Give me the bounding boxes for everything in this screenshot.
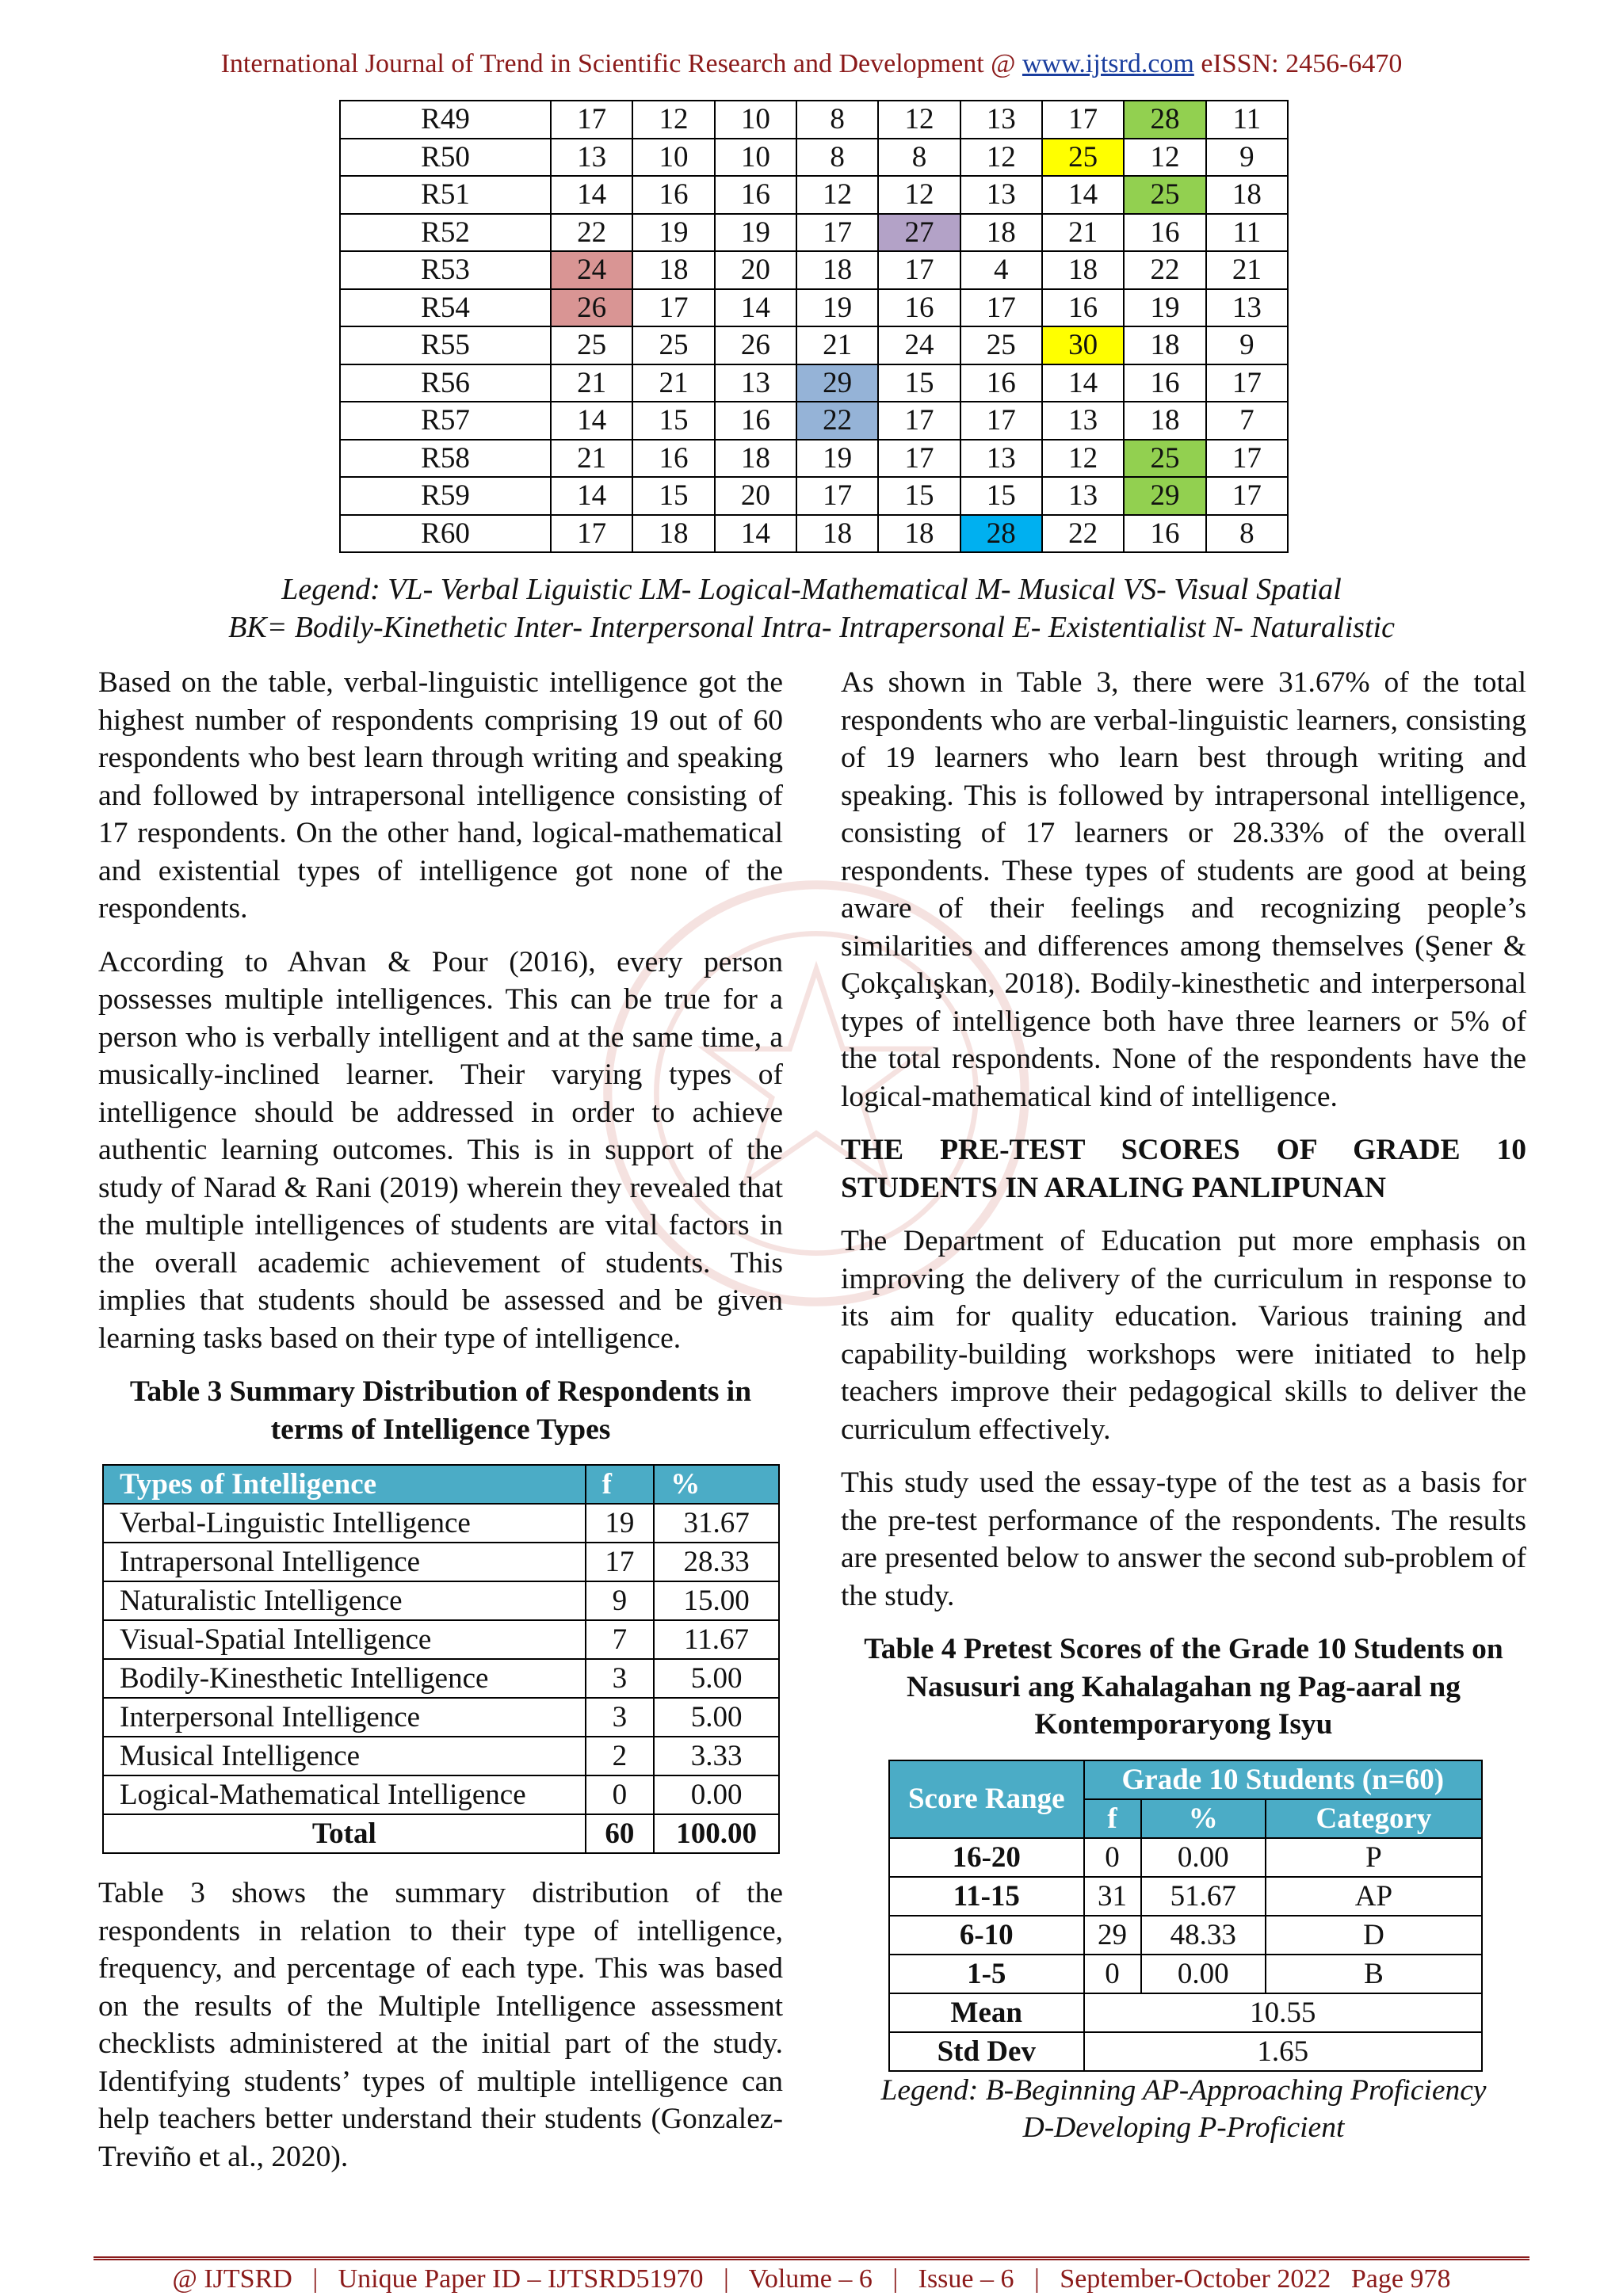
table-cell: Musical Intelligence (103, 1737, 586, 1775)
score-cell: 22 (796, 402, 878, 440)
score-cell: 26 (551, 289, 632, 327)
score-cell: 8 (1206, 515, 1288, 553)
table-row (103, 1737, 779, 1775)
score-cell: 11 (1206, 214, 1288, 252)
table-row (340, 139, 1288, 177)
page-footer: @ IJTSRD | Unique Paper ID – IJTSRD51970 | Volume – 6 | Issue – 6 | September-October 2022 Page 978 (172, 2264, 1451, 2294)
table-legend (0, 570, 1623, 646)
table-cell: B (1266, 1955, 1482, 1993)
score-cell: 21 (796, 326, 878, 364)
score-cell: 8 (796, 139, 878, 177)
table-cell: Logical-Mathematical Intelligence (103, 1775, 586, 1814)
table-cell: 15.00 (654, 1581, 779, 1620)
score-cell: 19 (715, 214, 796, 252)
table-cell: Verbal-Linguistic Intelligence (103, 1504, 586, 1543)
section-heading: THE PRE-TEST SCORES OF GRADE 10 STUDENTS IN ARALING PANLIPUNAN (841, 1134, 1526, 1204)
score-cell: 18 (960, 214, 1042, 252)
score-cell: 16 (715, 176, 796, 214)
score-cell: 21 (1042, 214, 1124, 252)
table-row (340, 440, 1288, 478)
score-cell: 17 (1206, 477, 1288, 515)
score-cell: 12 (1042, 440, 1124, 478)
score-cell: 12 (878, 176, 960, 214)
table-cell: Naturalistic Intelligence (103, 1581, 586, 1620)
table-row (340, 214, 1288, 252)
score-cell: 25 (1124, 440, 1205, 478)
respondent-id-cell: R53 (340, 251, 551, 289)
score-cell: 13 (715, 364, 796, 402)
table4-caption: Table 4 Pretest Scores of the Grade 10 Students on Nasusuri ang Kahalagahan ng Pag-aaral ng Kontemporaryong Isyu (864, 1633, 1503, 1741)
score-cell: 14 (551, 477, 632, 515)
table4-header: Score Range (889, 1760, 1084, 1838)
respondent-id-cell: R59 (340, 477, 551, 515)
table-cell: P (1266, 1838, 1482, 1877)
score-cell: 19 (1124, 289, 1205, 327)
score-cell: 16 (632, 440, 714, 478)
respondent-id-cell: R50 (340, 139, 551, 177)
table-row (340, 515, 1288, 553)
journal-issn: eISSN: 2456-6470 (1193, 49, 1403, 78)
table-row (103, 1620, 779, 1659)
table-cell: 48.33 (1141, 1916, 1266, 1955)
respondent-id-cell: R51 (340, 176, 551, 214)
score-cell: 14 (715, 289, 796, 327)
score-cell: 18 (1124, 402, 1205, 440)
table-cell: 1.65 (1084, 2032, 1482, 2071)
table-cell: Visual-Spatial Intelligence (103, 1620, 586, 1659)
table-cell: 60 (586, 1814, 655, 1853)
score-cell: 12 (796, 176, 878, 214)
score-cell: 24 (878, 326, 960, 364)
journal-link[interactable]: www.ijtsrd.com (1022, 49, 1194, 78)
table-row (340, 101, 1288, 139)
score-cell: 30 (1042, 326, 1124, 364)
score-cell: 15 (632, 477, 714, 515)
paragraph: Table 3 shows the summary distribution of the respondents in relation to their type of intelligence, frequency, and percentage of each type. This was based on the results of the Multiple Intelligence assessment checklists administered at the initial part of the study. Identifying students’ types of multiple intelligence can help teachers better understand their students (Gonzalez-Treviño et al., 2020). (98, 1877, 783, 2173)
journal-title: International Journal of Trend in Scientific Research and Development @ (220, 49, 1022, 78)
table-row (340, 251, 1288, 289)
table-cell: 16-20 (889, 1838, 1084, 1877)
table-cell: 0 (586, 1775, 655, 1814)
score-cell: 17 (1206, 364, 1288, 402)
score-cell: 18 (632, 515, 714, 553)
score-cell: 28 (1124, 101, 1205, 139)
table-cell: 11-15 (889, 1877, 1084, 1916)
score-cell: 10 (632, 139, 714, 177)
score-cell: 21 (551, 440, 632, 478)
table-row (889, 1955, 1482, 1993)
score-cell: 16 (878, 289, 960, 327)
score-cell: 18 (1042, 251, 1124, 289)
table-row (103, 1543, 779, 1581)
score-cell: 9 (1206, 326, 1288, 364)
table4-mean-row (889, 1993, 1482, 2032)
table3-intelligence-summary (102, 1464, 780, 1854)
table-row (103, 1775, 779, 1814)
score-cell: 18 (1124, 326, 1205, 364)
score-cell: 15 (878, 477, 960, 515)
score-cell: 18 (878, 515, 960, 553)
right-column (841, 664, 1526, 2163)
table-row (889, 1838, 1482, 1877)
table-row (103, 1581, 779, 1620)
score-cell: 17 (878, 402, 960, 440)
respondent-scores-table (339, 100, 1289, 553)
table-cell: 100.00 (654, 1814, 779, 1853)
score-cell: 25 (1124, 176, 1205, 214)
table-cell: Bodily-Kinesthetic Intelligence (103, 1659, 586, 1698)
score-cell: 12 (632, 101, 714, 139)
score-cell: 19 (632, 214, 714, 252)
score-cell: 13 (960, 101, 1042, 139)
legend-line-1: Legend: B-Beginning AP-Approaching Proficiency (880, 2073, 1487, 2107)
table-cell: 29 (1084, 1916, 1141, 1955)
score-cell: 14 (551, 176, 632, 214)
respondent-id-cell: R54 (340, 289, 551, 327)
score-cell: 13 (1042, 402, 1124, 440)
score-cell: 16 (632, 176, 714, 214)
table4-std-row (889, 2032, 1482, 2071)
score-cell: 15 (632, 402, 714, 440)
score-cell: 25 (632, 326, 714, 364)
table-cell: D (1266, 1916, 1482, 1955)
score-cell: 13 (551, 139, 632, 177)
table3-header: % (654, 1465, 779, 1504)
table3-total-row (103, 1814, 779, 1853)
score-cell: 14 (715, 515, 796, 553)
score-cell: 9 (1206, 139, 1288, 177)
score-cell: 13 (960, 440, 1042, 478)
legend-line-2: D-Developing P-Proficient (1022, 2111, 1345, 2144)
table-cell: 5.00 (654, 1698, 779, 1737)
table-cell: Std Dev (889, 2032, 1084, 2071)
score-cell: 22 (551, 214, 632, 252)
table-cell: Total (103, 1814, 586, 1853)
score-cell: 14 (1042, 364, 1124, 402)
score-cell: 16 (1042, 289, 1124, 327)
score-cell: 13 (1206, 289, 1288, 327)
table-row (889, 1916, 1482, 1955)
table-row (340, 176, 1288, 214)
table-row (889, 1877, 1482, 1916)
table-cell: 1-5 (889, 1955, 1084, 1993)
table-row (103, 1504, 779, 1543)
legend-line-1: Legend: VL- Verbal Liguistic LM- Logical-Mathematical M- Musical VS- Visual Spatial (281, 573, 1342, 606)
score-cell: 4 (960, 251, 1042, 289)
score-cell: 29 (1124, 477, 1205, 515)
score-cell: 14 (1042, 176, 1124, 214)
score-cell: 11 (1206, 101, 1288, 139)
table-cell: 28.33 (654, 1543, 779, 1581)
table-cell: 5.00 (654, 1659, 779, 1698)
table-cell: 0 (1084, 1955, 1141, 1993)
score-cell: 19 (796, 440, 878, 478)
table-row (340, 364, 1288, 402)
score-cell: 17 (632, 289, 714, 327)
score-cell: 14 (551, 402, 632, 440)
table-cell: 17 (586, 1543, 655, 1581)
score-cell: 17 (1042, 101, 1124, 139)
table4-legend (841, 2072, 1526, 2147)
table-cell: 3 (586, 1698, 655, 1737)
score-cell: 17 (878, 440, 960, 478)
respondent-id-cell: R58 (340, 440, 551, 478)
table4-pretest-scores (888, 1760, 1483, 2072)
score-cell: 21 (632, 364, 714, 402)
score-cell: 15 (960, 477, 1042, 515)
table-cell: 9 (586, 1581, 655, 1620)
paragraph: This study used the essay-type of the test as a basis for the pre-test performance of the respondents. The results are presented below to answer the second sub-problem of the study. (841, 1466, 1526, 1612)
score-cell: 17 (960, 289, 1042, 327)
score-cell: 26 (715, 326, 796, 364)
table3-header: Types of Intelligence (103, 1465, 586, 1504)
score-cell: 17 (796, 214, 878, 252)
score-cell: 16 (960, 364, 1042, 402)
table4-header: f (1084, 1799, 1141, 1838)
table-cell: 3 (586, 1659, 655, 1698)
score-cell: 8 (796, 101, 878, 139)
score-cell: 17 (551, 101, 632, 139)
score-cell: 21 (1206, 251, 1288, 289)
score-cell: 18 (632, 251, 714, 289)
respondent-id-cell: R55 (340, 326, 551, 364)
respondent-id-cell: R60 (340, 515, 551, 553)
score-cell: 25 (960, 326, 1042, 364)
paragraph: According to Ahvan & Pour (2016), every person possesses multiple intelligences. This can be true for a person who is verbally intelligent and at the same time, a musically-inclined learner. Their varying types of intelligence should be addressed in order to achieve authentic learning outcomes. This is in support of the study of Narad & Rani (2019) wherein they revealed that the multiple intelligences of students are vital factors in the overall academic achievement of students. This implies that students should be assessed and be given learning tasks based on their type of intelligence. (98, 945, 783, 1355)
respondent-id-cell: R56 (340, 364, 551, 402)
score-cell: 27 (878, 214, 960, 252)
score-cell: 12 (1124, 139, 1205, 177)
table4-header: % (1141, 1799, 1266, 1838)
table4-header: Grade 10 Students (n=60) (1084, 1760, 1482, 1799)
score-cell: 28 (960, 515, 1042, 553)
score-cell: 17 (796, 477, 878, 515)
table-cell: 31 (1084, 1877, 1141, 1916)
respondent-id-cell: R52 (340, 214, 551, 252)
score-cell: 20 (715, 477, 796, 515)
table3-header: f (586, 1465, 655, 1504)
table-row (340, 289, 1288, 327)
score-cell: 16 (1124, 214, 1205, 252)
score-cell: 29 (796, 364, 878, 402)
score-cell: 22 (1042, 515, 1124, 553)
table-row (103, 1698, 779, 1737)
score-cell: 25 (551, 326, 632, 364)
table-cell: 6-10 (889, 1916, 1084, 1955)
score-cell: 15 (878, 364, 960, 402)
score-cell: 22 (1124, 251, 1205, 289)
score-cell: 10 (715, 139, 796, 177)
score-cell: 17 (960, 402, 1042, 440)
score-cell: 21 (551, 364, 632, 402)
score-cell: 10 (715, 101, 796, 139)
score-cell: 18 (1206, 176, 1288, 214)
score-cell: 8 (878, 139, 960, 177)
score-cell: 12 (960, 139, 1042, 177)
score-cell: 20 (715, 251, 796, 289)
table-row (340, 402, 1288, 440)
table-row (103, 1659, 779, 1698)
paragraph: The Department of Education put more emphasis on improving the delivery of the curriculum in response to its aim for quality education. Various training and capability-building workshops were initiated to help teachers improve their pedagogical skills to deliver the curriculum effectively. (841, 1225, 1526, 1446)
footer-divider (94, 2256, 1529, 2260)
table-cell: Interpersonal Intelligence (103, 1698, 586, 1737)
score-cell: 13 (960, 176, 1042, 214)
table-cell: 7 (586, 1620, 655, 1659)
paragraph: As shown in Table 3, there were 31.67% of the total respondents who are verbal-linguistic learners, consisting of 19 learners who learn best through writing and speaking. This is followed by intrapersonal intelligence, consisting of 17 learners or 28.33% of the overall respondents. These types of students are good at being aware of their feelings and recognizing people’s similarities and differences among themselves (Şener & Çokçalışkan, 2018). Bodily-kinesthetic and interpersonal types of intelligence both have three learners or 5% of the total respondents. None of the respondents have the logical-mathematical kind of intelligence. (841, 666, 1526, 1113)
score-cell: 17 (551, 515, 632, 553)
score-cell: 18 (796, 251, 878, 289)
table-cell: 19 (586, 1504, 655, 1543)
score-cell: 16 (715, 402, 796, 440)
respondent-id-cell: R49 (340, 101, 551, 139)
respondent-id-cell: R57 (340, 402, 551, 440)
paragraph: Based on the table, verbal-linguistic intelligence got the highest number of respondents comprising 19 out of 60 respondents who best learn through writing and speaking and followed by intrapersonal intelligence consisting of 17 respondents. On the other hand, logical-mathematical and existential types of intelligence got none of the respondents. (98, 666, 783, 925)
score-cell: 13 (1042, 477, 1124, 515)
table-cell: 0.00 (654, 1775, 779, 1814)
table-cell: Mean (889, 1993, 1084, 2032)
table-cell: 0.00 (1141, 1838, 1266, 1877)
table-cell: 11.67 (654, 1620, 779, 1659)
score-cell: 18 (715, 440, 796, 478)
table-cell: 3.33 (654, 1737, 779, 1775)
table4-header: Category (1266, 1799, 1482, 1838)
score-cell: 25 (1042, 139, 1124, 177)
journal-header (0, 49, 1623, 79)
score-cell: 24 (551, 251, 632, 289)
table-cell: Intrapersonal Intelligence (103, 1543, 586, 1581)
table-cell: 31.67 (654, 1504, 779, 1543)
score-cell: 17 (1206, 440, 1288, 478)
table-cell: 0.00 (1141, 1955, 1266, 1993)
table-row (340, 477, 1288, 515)
score-cell: 7 (1206, 402, 1288, 440)
legend-line-2: BK= Bodily-Kinethetic Inter- Interpersonal Intra- Intrapersonal E- Existentialist N- Naturalistic (228, 611, 1395, 644)
score-cell: 12 (878, 101, 960, 139)
table3-caption: Table 3 Summary Distribution of Respondents in terms of Intelligence Types (129, 1375, 752, 1446)
table-cell: 10.55 (1084, 1993, 1482, 2032)
table-cell: 0 (1084, 1838, 1141, 1877)
score-cell: 16 (1124, 364, 1205, 402)
score-cell: 18 (796, 515, 878, 553)
score-cell: 19 (796, 289, 878, 327)
table-row (340, 326, 1288, 364)
score-cell: 17 (878, 251, 960, 289)
table-cell: AP (1266, 1877, 1482, 1916)
left-column (98, 664, 783, 2191)
table-cell: 51.67 (1141, 1877, 1266, 1916)
score-cell: 16 (1124, 515, 1205, 553)
table-cell: 2 (586, 1737, 655, 1775)
